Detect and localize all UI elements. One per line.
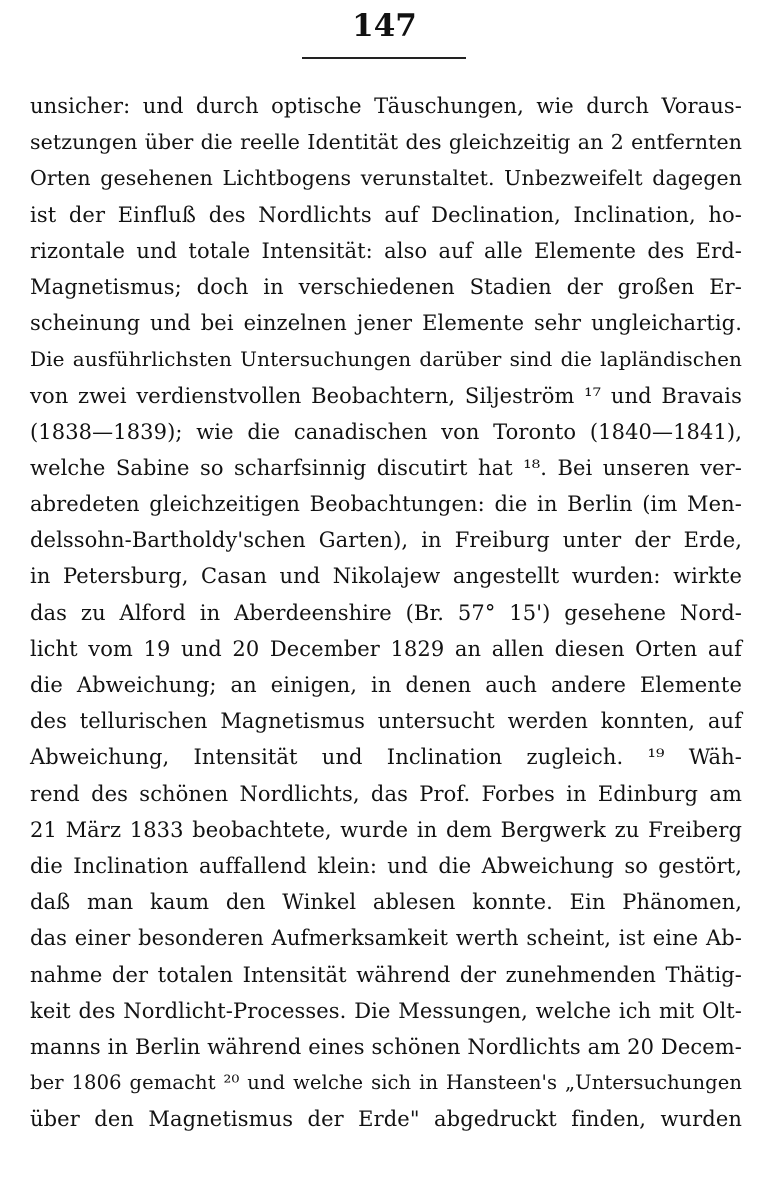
- text-line: rizontale und totale Intensität: also auf alle Elemente des Erd-: [30, 238, 742, 263]
- text-line: rend des schönen Nordlichts, das Prof. Forbes in Edinburg am: [30, 781, 742, 806]
- text-line: unsicher: und durch optische Täuschungen, wie durch Voraus-: [30, 94, 742, 118]
- text-line: das einer besonderen Aufmerksamkeit werth scheint, ist eine Ab-: [30, 926, 742, 951]
- text-line: Orten gesehenen Lichtbogens verunstaltet. Unbezweifelt dagegen: [30, 166, 742, 191]
- text-line: Abweichung, Intensität und Inclination zugleich. ¹⁹ Wäh-: [30, 745, 742, 770]
- text-line: das zu Alford in Aberdeenshire (Br. 57° 15') gesehene Nord-: [30, 600, 742, 625]
- header-rule: [302, 57, 466, 59]
- text-line: nahme der totalen Intensität während der zunehmenden Thätig-: [30, 962, 742, 987]
- text-line: ist der Einfluß des Nordlichts auf Declination, Inclination, ho-: [30, 202, 742, 227]
- text-line: licht vom 19 und 20 December 1829 an allen diesen Orten auf: [30, 636, 742, 661]
- text-line: die Inclination auffallend klein: und die Abweichung so gestört,: [30, 853, 742, 878]
- text-line: 21 März 1833 beobachtete, wurde in dem Bergwerk zu Freiberg: [30, 817, 742, 842]
- text-line: abredeten gleichzeitigen Beobachtungen: die in Berlin (im Men-: [30, 492, 742, 517]
- text-line: die Abweichung; an einigen, in denen auch andere Elemente: [30, 673, 742, 697]
- text-line: Die ausführlichsten Untersuchungen darüber sind die lapländischen: [30, 347, 742, 372]
- text-line: scheinung und bei einzelnen jener Elemente sehr ungleichartig.: [30, 311, 742, 336]
- text-line: des tellurischen Magnetismus untersucht werden konnten, auf: [30, 709, 742, 734]
- text-line: (1838—1839); wie die canadischen von Toronto (1840—1841),: [30, 419, 742, 444]
- text-line: über den Magnetismus der Erde" abgedruckt finden, wurden: [30, 1107, 742, 1132]
- text-line: ber 1806 gemacht ²⁰ und welche sich in Hansteen's „Untersuchungen: [30, 1071, 742, 1095]
- text-line: in Petersburg, Casan und Nikolajew angestellt wurden: wirkte: [30, 564, 742, 589]
- text-line: setzungen über die reelle Identität des gleichzeitig an 2 entfernten: [30, 130, 742, 155]
- body-text: [30, 88, 742, 1137]
- text-line: manns in Berlin während eines schönen Nordlichts am 20 Decem-: [30, 1034, 742, 1059]
- page-number: 147: [352, 8, 417, 44]
- text-line: Magnetismus; doch in verschiedenen Stadien der großen Er-: [30, 274, 742, 299]
- text-line: von zwei verdienstvollen Beobachtern, Siljeström ¹⁷ und Bravais: [30, 383, 742, 408]
- text-line: delssohn-Bartholdy'schen Garten), in Freiburg unter der Erde,: [30, 528, 742, 553]
- text-line: welche Sabine so scharfsinnig discutirt hat ¹⁸. Bei unseren ver-: [30, 455, 742, 480]
- text-line: daß man kaum den Winkel ablesen konnte. Ein Phänomen,: [30, 890, 742, 915]
- text-line: keit des Nordlicht-Processes. Die Messungen, welche ich mit Olt-: [30, 998, 742, 1023]
